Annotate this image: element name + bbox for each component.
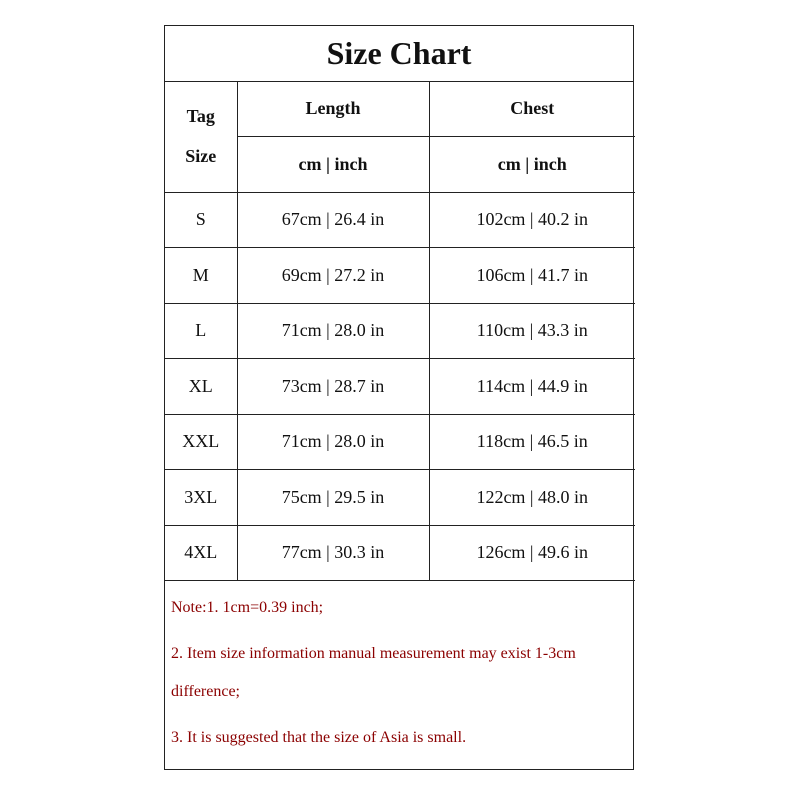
length-cell: 73cm | 28.7 in bbox=[237, 359, 429, 415]
chart-title: Size Chart bbox=[165, 26, 633, 82]
table-row bbox=[165, 192, 635, 248]
size-cell: XXL bbox=[165, 414, 237, 470]
size-chart bbox=[164, 25, 634, 770]
chest-cell: 122cm | 48.0 in bbox=[429, 470, 635, 526]
table-row bbox=[165, 359, 635, 415]
notes-section bbox=[165, 580, 633, 757]
chest-cell: 118cm | 46.5 in bbox=[429, 414, 635, 470]
note-3: 3. It is suggested that the size of Asia is small. bbox=[171, 729, 467, 746]
length-header: Length bbox=[237, 81, 429, 137]
tag-header-line1: Tag bbox=[186, 106, 215, 127]
size-cell: S bbox=[165, 192, 237, 248]
length-cell: 71cm | 28.0 in bbox=[237, 303, 429, 359]
table-row bbox=[165, 525, 635, 581]
length-cell: 77cm | 30.3 in bbox=[237, 525, 429, 581]
length-cell: 71cm | 28.0 in bbox=[237, 414, 429, 470]
chest-cell: 106cm | 41.7 in bbox=[429, 248, 635, 304]
size-cell: 3XL bbox=[165, 470, 237, 526]
table-row bbox=[165, 303, 635, 359]
size-cell: 4XL bbox=[165, 525, 237, 581]
table-row bbox=[165, 470, 635, 526]
size-cell: XL bbox=[165, 359, 237, 415]
length-cell: 75cm | 29.5 in bbox=[237, 470, 429, 526]
size-table bbox=[165, 81, 635, 581]
note-2-continued: difference; bbox=[171, 683, 240, 700]
length-cell: 67cm | 26.4 in bbox=[237, 192, 429, 248]
chest-header: Chest bbox=[429, 81, 635, 137]
chest-cell: 110cm | 43.3 in bbox=[429, 303, 635, 359]
chest-cell: 126cm | 49.6 in bbox=[429, 525, 635, 581]
note-2: 2. Item size information manual measurement may exist 1-3cm bbox=[171, 645, 576, 662]
chest-units-header: cm | inch bbox=[429, 137, 635, 193]
chest-cell: 102cm | 40.2 in bbox=[429, 192, 635, 248]
header-row bbox=[165, 81, 635, 137]
tag-header-line2: Size bbox=[185, 146, 217, 167]
size-cell: M bbox=[165, 248, 237, 304]
size-cell: L bbox=[165, 303, 237, 359]
length-units-header: cm | inch bbox=[237, 137, 429, 193]
chest-cell: 114cm | 44.9 in bbox=[429, 359, 635, 415]
table-row bbox=[165, 248, 635, 304]
tag-size-header bbox=[165, 81, 237, 192]
note-1: Note:1. 1cm=0.39 inch; bbox=[171, 599, 324, 616]
length-cell: 69cm | 27.2 in bbox=[237, 248, 429, 304]
table-row bbox=[165, 414, 635, 470]
